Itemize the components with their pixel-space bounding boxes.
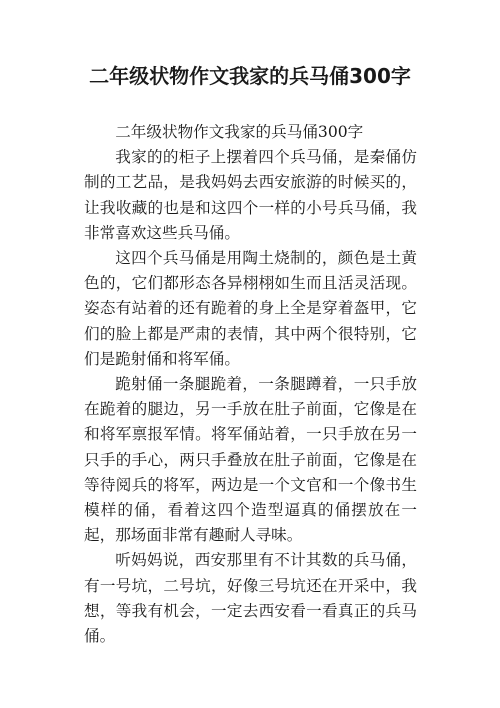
paragraph-4: 听妈妈说，西安那里有不计其数的兵马俑，有一号坑，二号坑，好像三号坑还在开采中，我想，等我有机会，一定去西安看一看真正的兵马俑。 [84, 551, 417, 646]
paragraph-3: 跪射俑一条腿跪着，一条腿蹲着，一只手放在跪着的腿边，另一手放在肚子前面，它像是在和将军禀报军情。将军俑站着，一只手放在另一只手的手心，两只手叠放在肚子前面，它像是在等待阅兵的将军，两边是一个文官和一个像书生模样的俑，看着这四个造型逼真的俑摆放在一起，那场面非常有趣耐人寻味。 [84, 375, 417, 545]
document-subtitle: 二年级状物作文我家的兵马俑300字 [115, 123, 364, 141]
document-body [84, 120, 417, 649]
paragraph-1: 我家的的柜子上摆着四个兵马俑，是秦俑仿制的工艺品，是我妈妈去西安旅游的时候买的，让我收藏的也是和这四个一样的小号兵马俑，我非常喜欢这些兵马俑。 [84, 148, 417, 242]
document-title: 二年级状物作文我家的兵马俑300字 [89, 64, 411, 88]
paragraph-2: 这四个兵马俑是用陶土烧制的，颜色是土黄色的，它们都形态各异栩栩如生而且活灵活现。姿态有站着的还有跪着的身上全是穿着盔甲，它们的脸上都是严肃的表情，其中两个很特别，它们是跪射俑和将军俑。 [84, 249, 417, 368]
